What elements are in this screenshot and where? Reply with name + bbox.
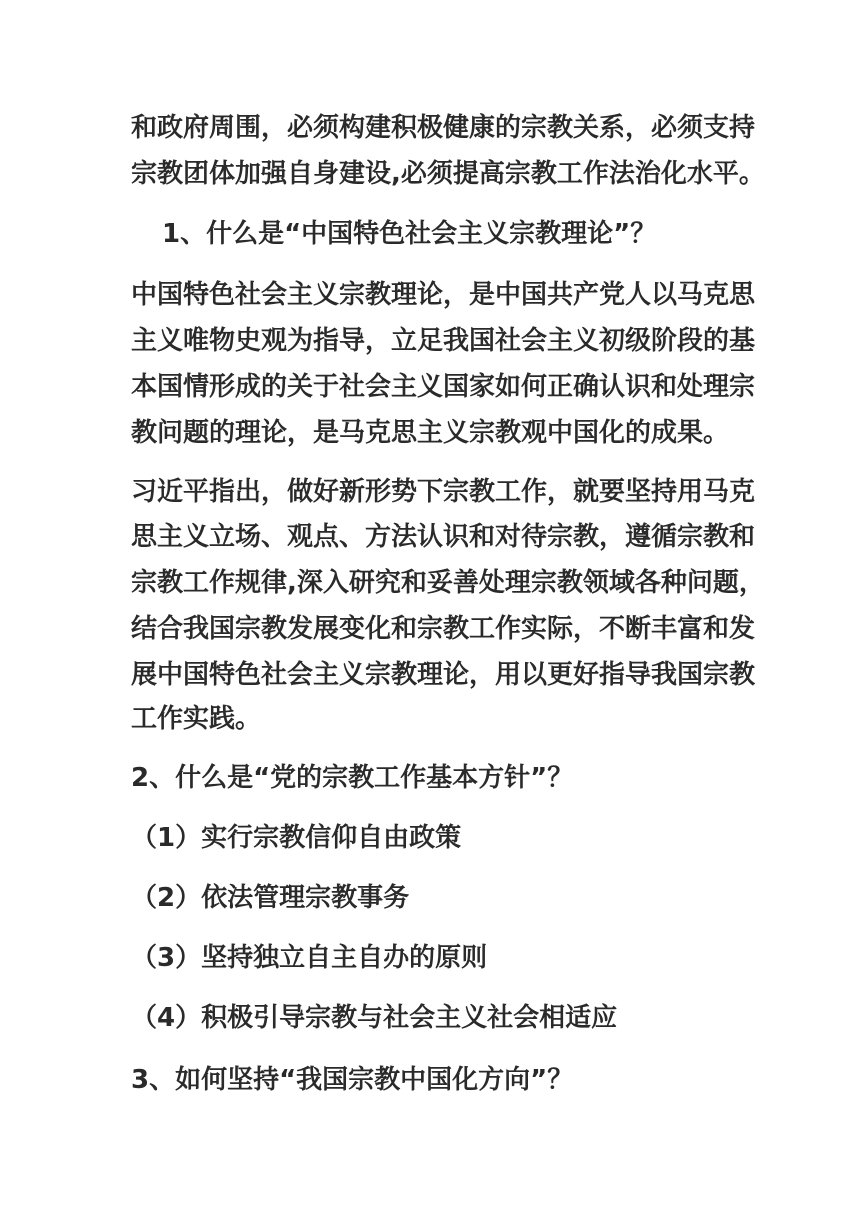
text-line: 中国特色社会主义宗教理论，是中国共产党人以马克思 <box>131 280 756 310</box>
list-item: （1）实行宗教信仰自由政策 <box>131 823 462 853</box>
text-line: 结合我国宗教发展变化和宗教工作实际，不断丰富和发 <box>131 614 756 644</box>
text-line: 宗教工作规律,深入研究和妥善处理宗教领域各种问题， <box>131 568 765 598</box>
text-line: 和政府周围，必须构建积极健康的宗教关系，必须支持 <box>131 113 756 143</box>
text-line: 主义唯物史观为指导，立足我国社会主义初级阶段的基 <box>131 326 756 356</box>
text-line: 思主义立场、观点、方法认识和对待宗教，遵循宗教和 <box>131 522 756 552</box>
text-line: 习近平指出，做好新形势下宗教工作，就要坚持用马克 <box>131 477 756 507</box>
question-1-heading: 1、什么是“中国特色社会主义宗教理论”？ <box>162 219 657 249</box>
list-item: （2）依法管理宗教事务 <box>131 883 410 913</box>
question-3-heading: 3、如何坚持“我国宗教中国化方向”？ <box>131 1065 574 1095</box>
text-line: 展中国特色社会主义宗教理论，用以更好指导我国宗教 <box>131 660 756 690</box>
text-line: 本国情形成的关于社会主义国家如何正确认识和处理宗 <box>131 372 756 402</box>
list-item: （3）坚持独立自主自办的原则 <box>131 943 488 973</box>
list-item: （4）积极引导宗教与社会主义社会相适应 <box>131 1003 618 1033</box>
text-line: 工作实践。 <box>131 704 262 734</box>
text-line: 宗教团体加强自身建设,必须提高宗教工作法治化水平。 <box>131 159 765 189</box>
question-2-heading: 2、什么是“党的宗教工作基本方针”？ <box>131 763 574 793</box>
text-line: 教问题的理论，是马克思主义宗教观中国化的成果。 <box>131 418 730 448</box>
